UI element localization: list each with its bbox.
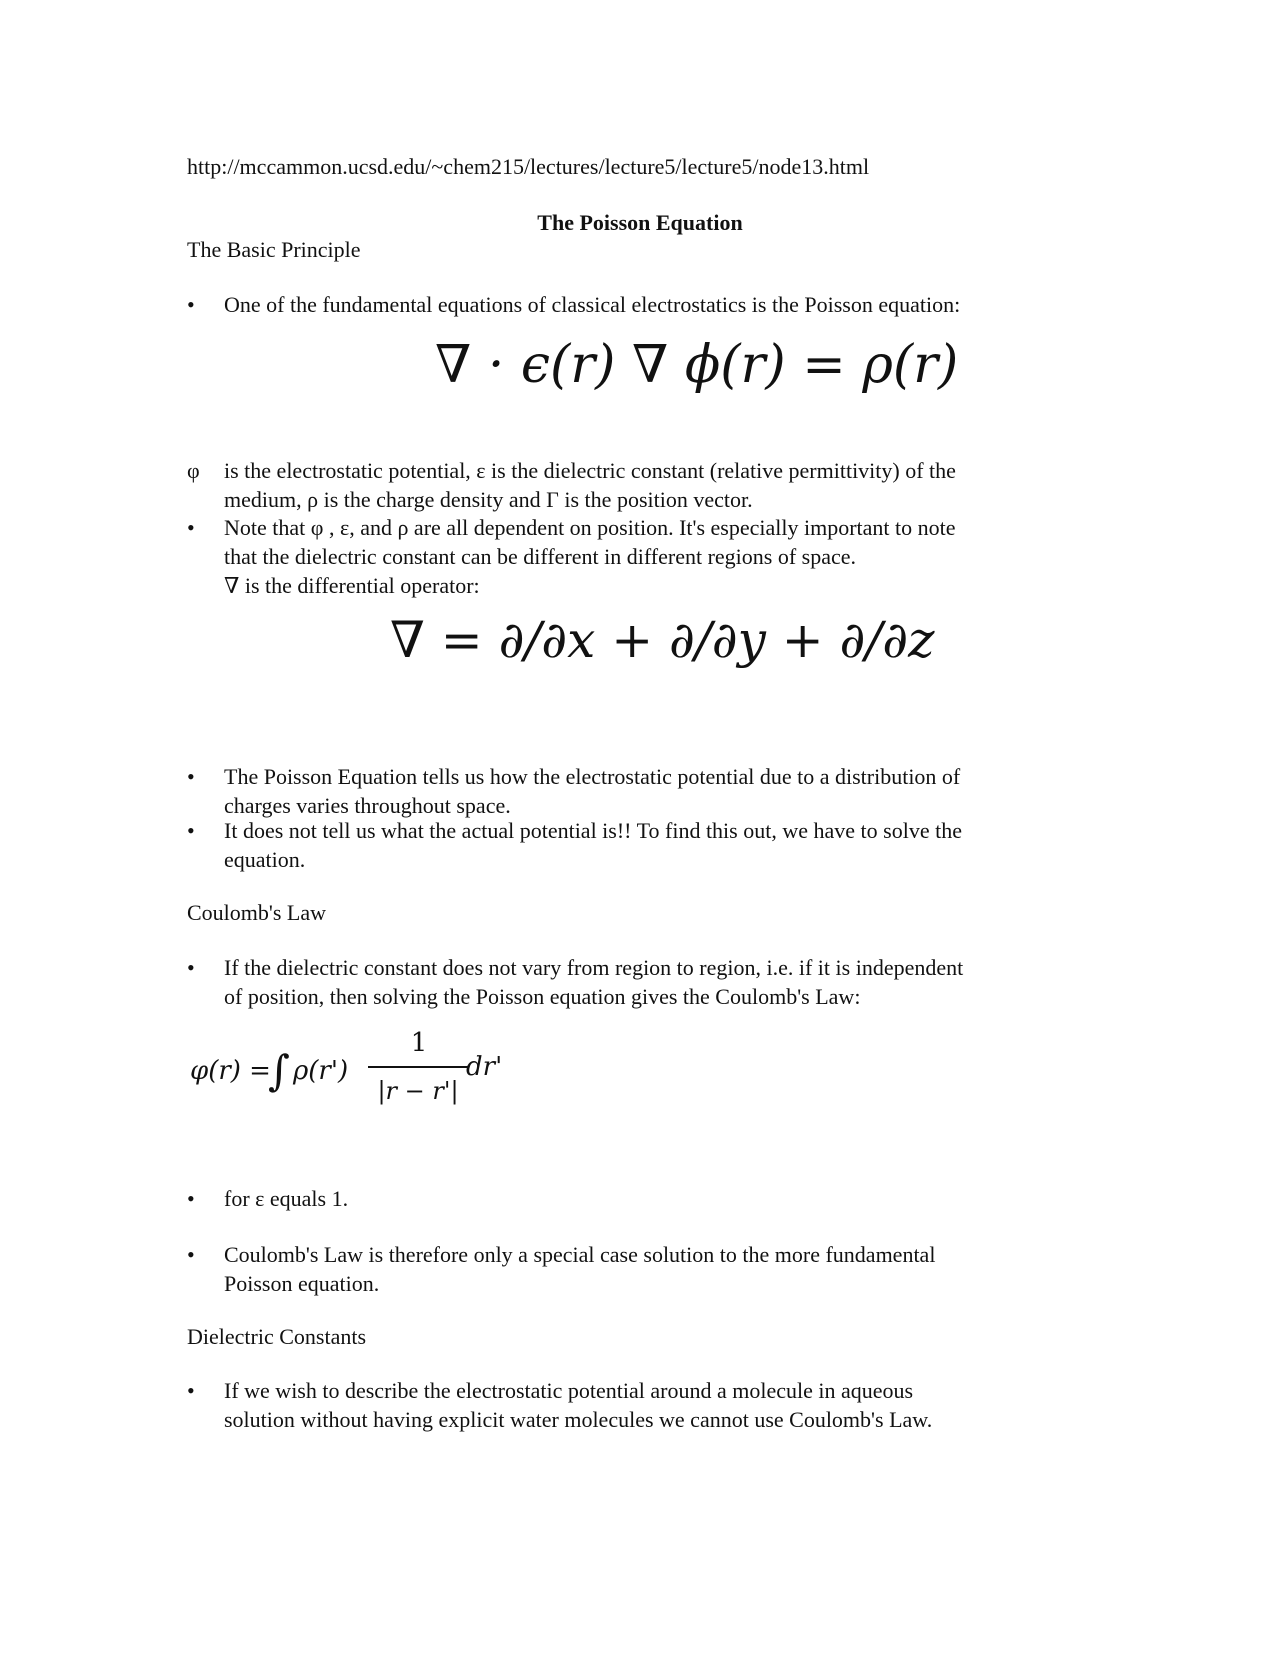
nabla-operator-text: ∇ = ∂/∂x + ∂/∂y + ∂/∂z xyxy=(390,611,935,669)
bullet-text: If we wish to describe the electrostatic potential around a molecule in aqueous solution without having explicit water molecules we cannot use Coulomb's Law. xyxy=(224,1378,933,1432)
integral-symbol: ∫ xyxy=(268,1046,290,1095)
bullet-icon: • xyxy=(187,955,195,980)
bullet-text: Coulomb's Law is therefore only a special case solution to the more fundamental Poisson equation. xyxy=(224,1242,936,1296)
section-heading-coulomb: Coulomb's Law xyxy=(187,900,327,925)
poisson-equation-text: ∇ · ϵ(r) ∇ ϕ(r) = ρ(r) xyxy=(435,335,959,395)
description-text: is the electrostatic potential, ε is the dielectric constant (relative permittivity) of the medium, ρ is the charge density and Γ is the position vector. xyxy=(224,458,956,512)
bullet-icon: • xyxy=(187,1186,195,1211)
fraction-bar xyxy=(368,1066,468,1068)
fraction-numerator: 1 xyxy=(410,1028,428,1058)
bullet-text: If the dielectric constant does not vary from region to region, i.e. if it is independent of position, then solving the Poisson equation gives the Coulomb's Law: xyxy=(224,955,964,1009)
bullet-icon: • xyxy=(187,764,195,789)
bullet-text: Note that φ , ε, and ρ are all dependent on position. It's especially important to note that the dielectric constant can be different in different regions of space. ∇ is the differential operator: xyxy=(224,515,956,598)
bullet-icon: • xyxy=(187,1378,195,1403)
bullet-text: It does not tell us what the actual potential is!! To find this out, we have to solve the equation. xyxy=(224,818,962,872)
bullet-text: for ε equals 1. xyxy=(224,1186,349,1211)
section-heading-basic: The Basic Principle xyxy=(187,237,361,262)
coulomb-rho: ρ(r') xyxy=(293,1056,349,1086)
source-url: http://mccammon.ucsd.edu/~chem215/lectures/lecture5/lecture5/node13.html xyxy=(187,154,870,179)
bullet-icon: • xyxy=(187,1242,195,1267)
bullet-text: The Poisson Equation tells us how the electrostatic potential due to a distribution of charges varies throughout space. xyxy=(224,764,961,818)
phi-symbol: φ xyxy=(187,458,200,483)
coulomb-lhs: φ(r) = xyxy=(190,1056,271,1086)
bullet-icon: • xyxy=(187,818,195,843)
section-heading-dielectric: Dielectric Constants xyxy=(187,1324,367,1349)
bullet-icon: • xyxy=(187,292,195,317)
poisson-equation xyxy=(435,330,995,410)
coulomb-law-equation xyxy=(190,1028,510,1123)
nabla-operator-equation xyxy=(390,605,1030,685)
coulomb-dr: dr' xyxy=(466,1052,503,1082)
fraction-denominator: |r − r'| xyxy=(377,1077,459,1105)
page-title: The Poisson Equation xyxy=(537,210,743,235)
bullet-text: One of the fundamental equations of classical electrostatics is the Poisson equation: xyxy=(224,292,961,317)
bullet-icon: • xyxy=(187,515,195,540)
